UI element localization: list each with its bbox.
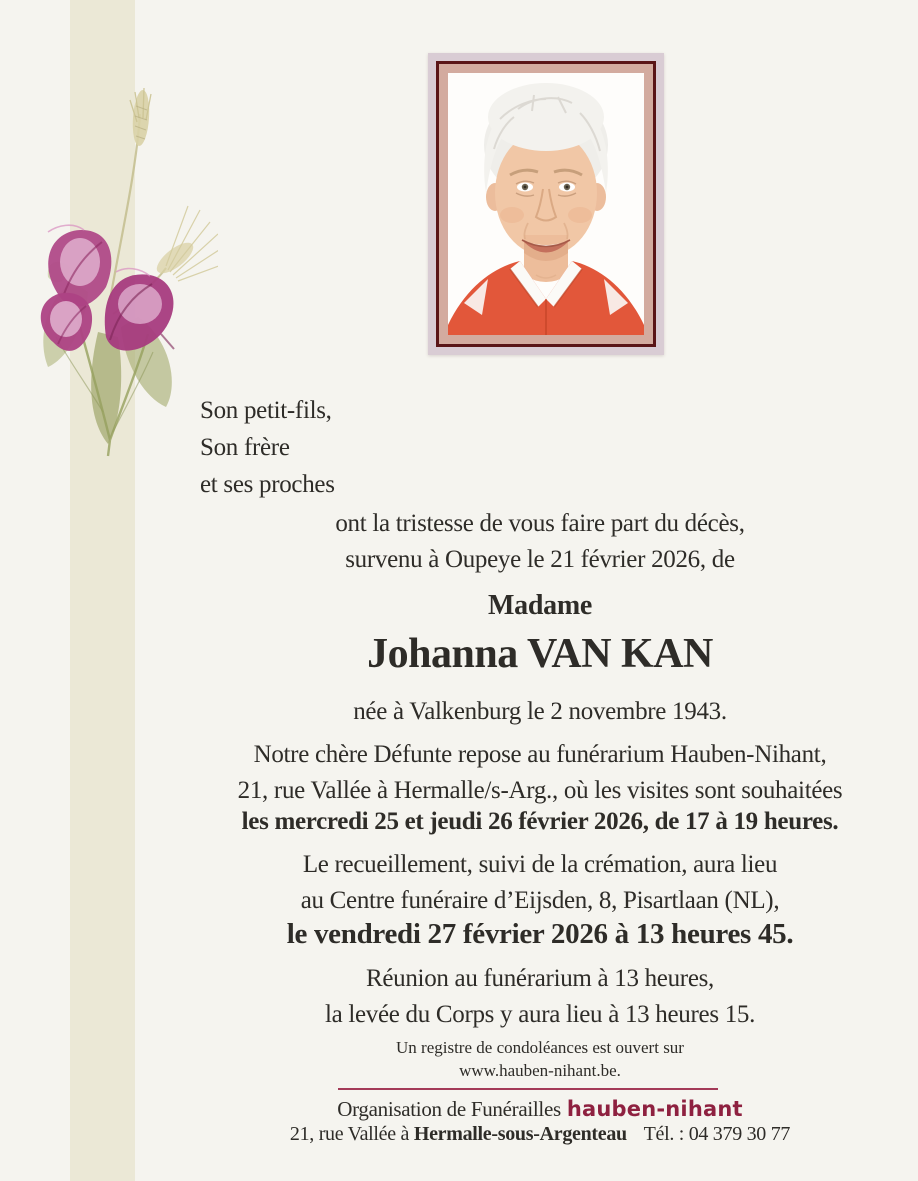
footer-separator-line [338,1088,718,1090]
ceremony-date-bold: le vendredi 27 février 2026 à 13 heures 45. [286,918,794,950]
meeting-line: la levée du Corps y aura lieu à 13 heures 15. [324,1001,756,1028]
register-line: Un registre de condoléances est ouvert sur [396,1038,684,1057]
calla-lily-wheat-illustration-icon [18,82,218,462]
funeral-home-address [162,1123,918,1146]
elderly-woman-portrait-icon [448,73,644,335]
organisation-label: Organisation de Funérailles [337,1097,561,1121]
meeting-paragraph [162,961,918,1033]
meeting-line: Réunion au funérarium à 13 heures, [365,965,715,992]
repose-paragraph [162,737,918,809]
intro-line: survenu à Oupeye le 21 février 2026, de [345,546,735,573]
ceremony-line: Le recueillement, suivi de la crémation, aura lieu [302,851,778,878]
register-website: www.hauben-nihant.be. [459,1061,621,1080]
relative-line: Son petit-fils, [200,397,332,424]
relatives-list [200,392,335,503]
address-prefix: 21, rue Vallée à [289,1123,410,1145]
ceremony-line: au Centre funéraire d’Eijsden, 8, Pisartlaan (NL), [300,887,780,914]
relative-line: Son frère [200,434,290,461]
birth-line: née à Valkenburg le 2 novembre 1943. [353,698,727,725]
address-locality-bold: Hermalle-sous-Argenteau [413,1123,627,1145]
ceremony-paragraph [162,847,918,919]
phone-number: Tél. : 04 379 30 77 [643,1123,791,1145]
repose-line: 21, rue Vallée à Hermalle/s-Arg., où les visites sont souhaitées [237,777,843,804]
intro-line: ont la tristesse de vous faire part du décès, [335,510,745,537]
funeral-home-line [162,1097,918,1122]
portrait-photo-frame [428,53,664,355]
funeral-home-brand: hauben-nihant [566,1097,743,1121]
portrait-photo [448,73,644,335]
condolence-register-note [162,1036,918,1082]
visits-dates-bold: les mercredi 25 et jeudi 26 février 2026, de 17 à 19 heures. [241,808,839,835]
intro-paragraph [162,506,918,578]
relative-line: et ses proches [200,471,335,498]
repose-line: Notre chère Défunte repose au funérarium Hauben-Nihant, [253,741,827,768]
deceased-name: Johanna VAN KAN [367,631,713,677]
honorific-title: Madame [488,590,592,621]
frame-maroon-line [436,61,656,347]
